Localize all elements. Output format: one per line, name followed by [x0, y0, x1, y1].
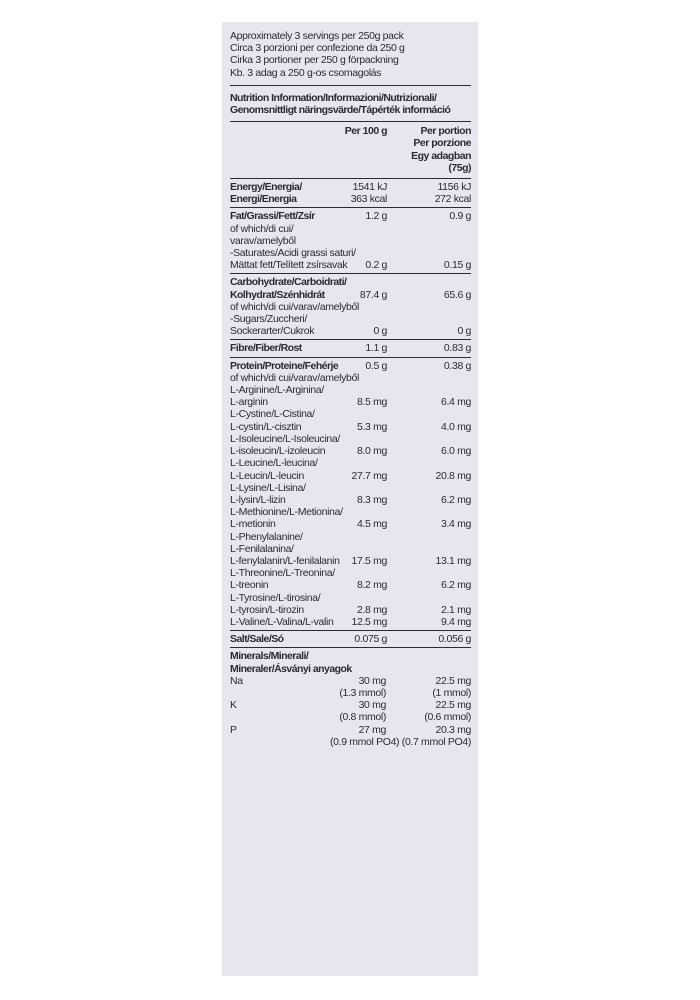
amino-acid-row: L-isoleucin/L-izoleucin 8.0 mg 6.0 mg — [230, 445, 471, 458]
salt-label: Salt/Sale/Só — [230, 633, 284, 646]
fibre-100g: 1.1 g — [365, 342, 387, 355]
amino-acid-row: L-arginin 8.5 mg 6.4 mg — [230, 396, 471, 409]
servings-line: Circa 3 porzioni per confezione da 250 g — [230, 42, 405, 55]
amino-acid-row: L-cystin/L-cisztin 5.3 mg 4.0 mg — [230, 420, 471, 433]
nutrition-heading: Nutrition Information/Informazioni/Nutrizionali/ Genomsnittligt näringsvärde/Tápérték információ — [230, 86, 471, 122]
servings-line: Cirka 3 portioner per 250 g förpackning — [230, 54, 399, 67]
protein-section: Protein/Proteine/Fehérje 0.5 g 0.38 g of which/di cui/varav/amelyből L-Arginine/L-Arginina/ L-arginin 8.5 mg 6.4 mg L-Cystine/L-Cistina/ L-cystin/L-cisztin 5.3 mg 4.0 mg L-Isoleucine/L-Isoleucina/ L-isoleucin/L-izoleucin 8.0 mg 6.0 mg L-Leucine/L-leucina/ L-Leucin/L-leucin 27.7 mg 20.8 mg L-Lysine/L-Lisina/ L-lysin/L-lizin 8.3 mg 6.2 mg L-Methionine/L-Metionina/ L-metionin 4.5 mg 3.4 mg L-Phenylalanine/ L-Fenilalanina/ L-fenylalanin/L-fenilalanin 17.5 mg 13.1 mg L-Threonine/L-Treonina/ L-treonin 8.2 mg 6.2 mg L-Tyrosine/L-tirosina/ L-tyrosin/L-tirozin 2.8 mg 2.1 mg L-Valine/L-Valina/L-valin 12.5 mg 9.4 mg — [230, 358, 471, 631]
column-header — [230, 122, 471, 179]
carbohydrate-100g: 87.4 g — [359, 288, 387, 301]
salt-100g: 0.075 g — [354, 633, 387, 646]
carbohydrate-portion: 65.6 g — [443, 288, 471, 301]
amino-acid-row: L-lysin/L-lizin 8.3 mg 6.2 mg — [230, 493, 471, 506]
mineral-row-k: K 30 mg (0.8 mmol) 22.5 mg (0.6 mmol) — [230, 699, 471, 724]
sugars-portion: 0 g — [457, 325, 471, 338]
nutrition-label-content — [230, 30, 471, 750]
energy-label: Energi/Energia — [230, 193, 297, 206]
carbohydrate-label: Kolhydrat/Szénhidrát — [230, 288, 325, 301]
amino-acid-row: L-Valine/L-Valina/L-valin 12.5 mg 9.4 mg — [230, 615, 471, 628]
fat-label: Fat/Grassi/Fett/Zsír — [230, 210, 315, 223]
salt-section — [230, 631, 471, 648]
amino-acid-row: L-tyrosin/L-tirozin 2.8 mg 2.1 mg — [230, 603, 471, 616]
amino-acid-row: L-treonin 8.2 mg 6.2 mg — [230, 579, 471, 592]
per-portion-header: Per portion Per porzione Egy adagban (75g) — [411, 125, 471, 174]
minerals-label: Minerals/Minerali/ — [230, 650, 309, 663]
sugars-label: Sockerarter/Cukrok — [230, 325, 315, 338]
protein-label: Protein/Proteine/Fehérje — [230, 359, 339, 372]
mineral-row-p: P 27 mg (0.9 mmol PO4) 20.3 mg (0.7 mmol PO4) — [230, 723, 471, 748]
amino-acid-row: L-fenylalanin/L-fenilalanin 17.5 mg 13.1 mg — [230, 554, 471, 567]
amino-acid-row: L-metionin 4.5 mg 3.4 mg — [230, 518, 471, 531]
servings-line: Approximately 3 servings per 250g pack — [230, 30, 404, 42]
carbohydrate-label: Carbohydrate/Carboidrati/ — [230, 276, 347, 289]
fibre-label: Fibre/Fiber/Rost — [230, 342, 302, 355]
amino-acid-row: L-Leucin/L-leucin 27.7 mg 20.8 mg — [230, 469, 471, 482]
minerals-section — [230, 648, 471, 750]
protein-portion: 0.38 g — [443, 359, 471, 372]
fat-section: Fat/Grassi/Fett/Zsír 1.2 g 0.9 g of which/di cui/ varav/amelyből -Saturates/Acidi grassi saturi/ Mättat fett/Telített zsírsavak 0.2 g 0.15 g — [230, 208, 471, 274]
servings-line: Kb. 3 adag a 250 g-os csomagolás — [230, 66, 382, 79]
energy-kcal-100g: 363 kcal — [350, 193, 387, 206]
energy-kcal-portion: 272 kcal — [434, 193, 471, 206]
sugars-100g: 0 g — [373, 325, 387, 338]
energy-section — [230, 179, 471, 208]
fibre-portion: 0.83 g — [443, 342, 471, 355]
energy-kj-100g: 1541 kJ — [352, 181, 387, 194]
nutrition-label-panel — [222, 22, 478, 976]
energy-kj-portion: 1156 kJ — [437, 181, 471, 194]
saturates-label: Mättat fett/Telített zsírsavak — [230, 259, 348, 272]
mineral-row-na: Na 30 mg (1.3 mmol) 22.5 mg (1 mmol) — [230, 674, 471, 699]
fat-100g: 1.2 g — [365, 210, 387, 223]
minerals-label: Mineraler/Ásványi anyagok — [230, 662, 352, 675]
fat-portion: 0.9 g — [449, 210, 471, 223]
salt-portion: 0.056 g — [438, 633, 471, 646]
protein-100g: 0.5 g — [365, 359, 387, 372]
fibre-section — [230, 340, 471, 357]
carbohydrate-section: Carbohydrate/Carboidrati/ Kolhydrat/Szénhidrát 87.4 g 65.6 g of which/di cui/varav/amelyből -Sugars/Zuccheri/ Sockerarter/Cukrok 0 g 0 g — [230, 274, 471, 340]
servings-intro — [230, 30, 471, 86]
per-100g-header: Per 100 g — [344, 125, 387, 138]
saturates-100g: 0.2 g — [365, 259, 387, 272]
saturates-portion: 0.15 g — [443, 259, 471, 272]
energy-label: Energy/Energia/ — [230, 181, 302, 194]
